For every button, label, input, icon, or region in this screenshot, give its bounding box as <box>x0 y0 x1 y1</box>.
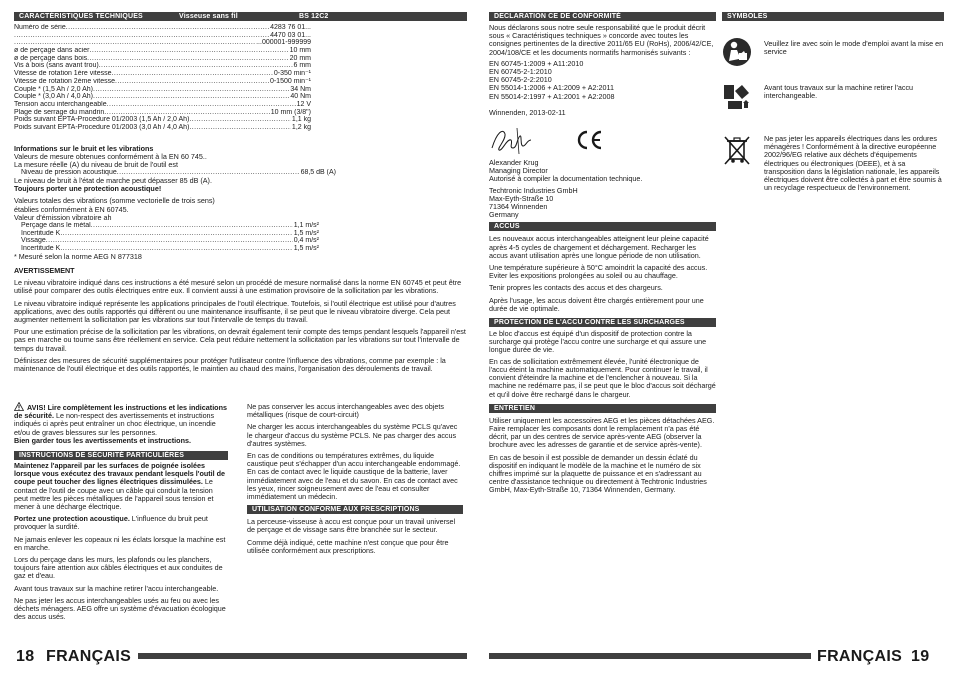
row-value: 1,2 kg <box>291 123 311 131</box>
footer-bar-right <box>489 653 811 659</box>
row-value: 4470 03 01... <box>270 31 311 39</box>
row-leader <box>46 237 293 245</box>
right-page-column-1 <box>489 12 716 495</box>
noise-row-value: 68,5 dB (A) <box>300 169 336 177</box>
table-row <box>14 230 319 238</box>
mid-paragraphs <box>247 403 463 501</box>
left-subcolumn <box>14 402 228 621</box>
row-value: 1,5 m/s² <box>293 229 319 237</box>
safety-text: Le contact de l'outil de coupe avec un câble qui conduit la tension peut mettre les pièces métalliques de l'appareil sous tension et mener à une décharge électrique. <box>14 477 214 512</box>
declaration-text: Nous déclarons sous notre seule responsabilité que le produit décrit sous « Caractéristiques techniques » concorde avec toutes les consignes pertinentes de la directive 2011/65 EU (RoHs), 2006/42/CE, 2004/108/CE et les documents normatifs harmonisés suivants : <box>489 23 714 57</box>
accus-paragraph: Les nouveaux accus interchangeables atteignent leur pleine capacité après 4-5 cycles de chargement et déchargement. Recharger les accus avant utilisation après une longue période de non utilisation. <box>489 234 709 260</box>
left-page-content <box>14 12 467 622</box>
safety-paragraphs <box>14 536 228 622</box>
avis-text: Le non-respect des avertissements et instructions indiqués ci après peut entraîner un choc électrique, un incendie et/ou de graves blessures sur les personnes. <box>14 411 216 437</box>
row-label: Vissage <box>21 237 46 245</box>
signature-icon <box>489 124 535 156</box>
avis-keep: Bien garder tous les avertissements et instructions. <box>14 435 191 445</box>
remove-battery-icon <box>722 81 752 111</box>
accus-paragraph: Une température supérieure à 50°C amoindrit la capacité des accus. Eviter les expositions prolongées au soleil ou au chauffage. <box>489 263 708 281</box>
row-label: Vis à bois (sans avant trou) <box>14 62 99 70</box>
row-leader <box>115 78 269 86</box>
vibration-table <box>14 222 319 253</box>
avis-block <box>14 402 228 437</box>
ear-text: L'influence du bruit peut provoquer la surdité. <box>14 514 208 532</box>
row-leader <box>99 62 293 70</box>
ce-mark-icon <box>575 129 603 151</box>
usage-header: UTILISATION CONFORME AUX PRESCRIPTIONS <box>247 505 463 514</box>
accus-paragraphs <box>489 235 716 313</box>
left-page-footer <box>14 648 467 666</box>
noise-intro-2: La mesure réelle (A) du niveau de bruit de l'outil est <box>14 160 178 170</box>
symbol-row-weee <box>722 135 944 192</box>
row-label: Numéro de série <box>14 24 66 31</box>
table-row <box>14 47 311 55</box>
row-value: 4283 76 01... <box>270 24 311 31</box>
table-row <box>14 124 311 132</box>
usage-paragraph: Comme déjà indiqué, cette machine n'est conçue que pour être utilisée conformément aux prescriptions. <box>247 537 449 555</box>
right-page-footer <box>489 648 944 666</box>
row-leader <box>87 55 288 63</box>
row-value: 0-350 min⁻¹ <box>273 70 311 78</box>
declaration-role: Managing Director <box>489 166 548 176</box>
warning-triangle-icon <box>14 402 24 411</box>
safety-paragraph: Ne jamais enlever les copeaux ni les éclats lorsque la machine est en marche. <box>14 534 226 552</box>
maintenance-paragraphs <box>489 417 716 495</box>
footer-bar-left <box>138 653 467 659</box>
vibration-intro: Valeurs totales des vibrations (somme vectorielle de trois sens) établies conformément à EN 60745. <box>14 196 215 214</box>
row-leader <box>189 124 291 132</box>
vibration-label: Valeur d'émission vibratoire ah <box>14 212 112 222</box>
row-leader <box>90 47 289 55</box>
usage-paragraph: La perceuse-visseuse à accu est conçue pour un travail universel de perçage et de vissage sans être branchée sur le secteur. <box>247 517 456 535</box>
norm-line: EN 60745-2-2:2010 <box>489 75 552 85</box>
warning-paragraph: Le niveau vibratoire indiqué dans ces instructions a été mesuré selon un procédé de mesure normalisé dans la norme EN 60745 et peut être utilisé pour comparer des outils électriques entre eux. Il convient aussi à une estimation provisoire de la sollicitation par les vibrations. <box>14 278 462 296</box>
avis-bold: AVIS! Lire complètement les instructions et les indications de sécurité. <box>14 403 227 421</box>
row-label: ø de perçage dans acier <box>14 47 90 55</box>
page-language-right: FRANÇAIS <box>817 648 903 665</box>
tech-specs-table <box>14 24 467 132</box>
address-line: Techtronic Industries GmbH <box>489 185 578 195</box>
row-value: 40 Nm <box>290 93 311 101</box>
safety-paragraph: Ne pas jeter les accus interchangeables usés au feu ou avec les déchets ménagers. AEG offre un système d'évacuation écologique des accus usés. <box>14 595 226 622</box>
right-subcolumn <box>247 399 463 555</box>
safety-paragraph: Lors du perçage dans les murs, les plafonds ou les planchers, toujours faire attention aux câbles électriques et aux conduites de gaz et d'eau. <box>14 555 223 581</box>
table-row <box>14 78 311 86</box>
safety-header: INSTRUCTIONS DE SÉCURITÉ PARTICULIÈRES <box>14 451 228 460</box>
row-leader <box>14 32 269 40</box>
row-leader <box>107 101 296 109</box>
signature-row <box>489 121 716 159</box>
row-label: Poids suivant EPTA-Procedure 01/2003 (3,0 Ah / 4,0 Ah) <box>14 123 190 131</box>
ear-bold: Portez une protection acoustique. <box>14 514 130 524</box>
noise-note: Le niveau de bruit à l'état de marche peut dépasser 85 dB (A). <box>14 175 212 185</box>
maintenance-paragraph: Utiliser uniquement les accessoires AEG et les pièces détachées AEG. Faire remplacer les composants dont le remplacement n'a pas été décrit, par un des centres de service après-vente AEG (observer la brochure avec les adresses de garantie et de service après-vente). <box>489 415 715 450</box>
row-value: 20 mm <box>289 54 311 62</box>
row-label: Vitesse de rotation 1ère vitesse <box>14 70 112 78</box>
table-row <box>14 39 311 47</box>
page-language-left: FRANÇAIS <box>46 648 132 665</box>
row-leader <box>14 39 255 47</box>
row-leader <box>104 109 270 117</box>
storage-paragraph: En cas de conditions ou températures extrêmes, du liquide caustique peut s'échapper d'un accu interchangeable endommagé. En cas de contact avec le liquide caustique de la batterie, laver immédiatement avec de l'eau et du savon. En cas de contact avec les yeux, rincer soigneusement avec de l'eau et consulter immédiatement un médecin. <box>247 451 461 502</box>
symbol-text-read-manual: Veuillez lire avec soin le mode d'emploi avant la mise en service <box>764 39 944 57</box>
row-leader <box>93 86 289 94</box>
row-leader <box>93 93 289 101</box>
tech-specs-product: Visseuse sans fil <box>179 13 238 20</box>
symbol-text-remove-battery: Avant tous travaux sur la machine retirer l'accu interchangeable. <box>764 83 914 101</box>
noise-title: Informations sur le bruit et les vibrations <box>14 143 154 153</box>
maintenance-paragraph: En cas de besoin il est possible de demander un dessin éclaté du dispositif en indiquant le modèle de la machine et le numéro de six chiffres imprimé sur la plaquette de puissance et en s'adressant au centre d'assistance technique ou directement à Techtronic Industries GmbH, Max-Eyth-Straße 10, 71364 Winnenden, Germany. <box>489 452 707 495</box>
row-value: 10 mm (3/8") <box>270 108 311 116</box>
storage-paragraph: Ne pas conserver les accus interchangeables avec des objets métalliques (risque de court-circuit) <box>247 402 444 420</box>
declaration-authorized: Autorisé à compiler la documentation technique. <box>489 174 643 184</box>
declaration-norms <box>489 60 716 101</box>
row-leader <box>112 70 273 78</box>
ear-protection <box>14 515 228 531</box>
norm-line: EN 60745-1:2009 + A11:2010 <box>489 58 584 68</box>
symbol-row-remove-battery <box>722 81 944 121</box>
address-line: Max-Eyth-Straße 10 <box>489 193 554 203</box>
tech-specs-model: BS 12C2 <box>299 13 329 20</box>
norm-line: EN 60745-2-1:2010 <box>489 67 552 77</box>
right-page-column-2 <box>722 12 944 192</box>
page-number-right: 19 <box>911 648 930 665</box>
safety-bold: Maintenez l'appareil par les surfaces de poignée isolées lorsque vous exécutez des travaux pendant lesquels l'outil de coupe peut toucher des lignes électriques dissimulées. <box>14 461 226 487</box>
row-leader <box>91 222 293 230</box>
address-line: Germany <box>489 210 519 220</box>
row-label: Plage de serrage du mandrin <box>14 108 105 116</box>
safety-paragraph: Avant tous travaux sur la machine retirer l'accu interchangeable. <box>14 583 219 593</box>
read-manual-icon <box>722 37 752 67</box>
row-label: Tension accu interchangeable <box>14 100 107 108</box>
row-value: 1,5 m/s² <box>293 245 319 252</box>
row-label: Poids suivant EPTA-Procedure 01/2003 (1,5 Ah / 2,0 Ah) <box>14 116 190 124</box>
row-value: 34 Nm <box>290 85 311 93</box>
row-label: Couple * (1,5 Ah / 2,0 Ah) <box>14 85 93 93</box>
overload-protection-header: PROTECTION DE L'ACCU CONTRE LES SURCHARGES <box>489 318 716 327</box>
row-label: Incertitude K <box>21 245 61 252</box>
table-row <box>14 32 311 40</box>
protection-paragraph: Le bloc d'accus est équipé d'un dispositif de protection contre la surcharge qui protège l'accu contre une surcharge et qui assure une longue durée de vie. <box>489 329 707 355</box>
noise-protect: Toujours porter une protection acoustique! <box>14 184 162 194</box>
row-value: ...000001-999999 <box>256 39 311 47</box>
row-leader <box>189 116 291 124</box>
safety-intro <box>14 462 228 511</box>
warning-paragraphs <box>14 279 467 373</box>
row-value: 1,1 kg <box>291 116 311 124</box>
row-label: Couple * (3,0 Ah / 4,0 Ah) <box>14 93 93 101</box>
table-row <box>14 93 311 101</box>
declaration-header: DECLARATION CE DE CONFORMITÉ <box>489 12 716 21</box>
warning-paragraph: Définissez des mesures de sécurité supplémentaires pour protéger l'utilisateur contre l'influence des vibrations, comme par exemple : la maintenance de l'outil électrique et des outils rapportés, le maintien au chaud des mains, l'organisation des déroulements de travail. <box>14 355 446 373</box>
accus-paragraph: Tenir propres les contacts des accus et des chargeurs. <box>489 283 663 293</box>
row-value: 12 V <box>296 100 311 108</box>
weee-bin-icon <box>722 135 752 165</box>
warning-paragraph: Pour une estimation précise de la sollicitation par les vibrations, on devrait également tenir compte des temps pendant lesquels l'appareil n'est pas en marche ou tourne sans être réellement en service. Cela peut réduire nettement la sollicitation par les vibrations sur tout l'intervalle de temps du travail. <box>14 327 466 353</box>
row-label: Incertitude K <box>21 229 61 237</box>
table-row <box>14 109 311 117</box>
row-value: 0-1500 min⁻¹ <box>269 77 311 85</box>
storage-paragraph: Ne charger les accus interchangeables du système PCLS qu'avec le chargeur d'accus du système PCLS. Ne pas charger des accus d'autres systèmes. <box>247 422 458 448</box>
symbol-row-read-manual <box>722 37 944 77</box>
norm-line: EN 55014-2:1997 + A1:2001 + A2:2008 <box>489 91 615 101</box>
overload-protection-paragraphs <box>489 330 716 399</box>
noise-intro-1: Valeurs de mesure obtenues conformément à la EN 60 745.. <box>14 151 207 161</box>
symbol-text-weee: Ne pas jeter les appareils électriques dans les ordures ménagères ! Conformément à la directive européenne 2002/96/EG relative aux déchets d'équipements électriques ou électroniques (DEEE), et à sa transposition dans la législation nationale, les appareils électriques doivent être collectés à part et être soumis à un recyclage respectueux de l'environnement. <box>764 134 942 193</box>
row-value: 10 mm <box>289 47 311 55</box>
page-number-left: 18 <box>16 648 35 665</box>
row-value: 1,1 m/s² <box>293 221 319 229</box>
table-row <box>14 24 311 32</box>
table-row <box>14 237 319 245</box>
warning-paragraph: Le niveau vibratoire indiqué représente les applications principales de l'outil électrique. Toutefois, si l'outil électrique est utilisé pour d'autres applications, avec des outils rapportés qui diffèrent ou une maintenance insuffisante, il se peut que le niveau vibratoire diverge. Cela peut augmenter nettement la sollicitation par les vibrations sur tout l'intervalle de temps du travail. <box>14 298 456 324</box>
table-row <box>14 62 311 70</box>
symbols-header: SYMBOLES <box>722 12 944 21</box>
row-leader <box>66 24 269 32</box>
vibration-footnote: * Mesuré selon la norme AEG N 877318 <box>14 251 142 261</box>
row-label: Vitesse de rotation 2ème vitesse <box>14 77 116 85</box>
row-label: Perçage dans le métal <box>21 221 91 229</box>
table-row <box>14 55 311 63</box>
noise-row-label: Niveau de pression acoustique <box>21 169 117 177</box>
accus-paragraph: Après l'usage, les accus doivent être chargés entièrement pour une durée de vie optimale. <box>489 295 704 313</box>
row-leader <box>60 230 292 238</box>
table-row <box>14 86 311 94</box>
address-line: 71364 Winnenden <box>489 202 548 212</box>
declaration-place-date: Winnenden, 2013-02-11 <box>489 107 566 117</box>
maintenance-header: ENTRETIEN <box>489 404 716 413</box>
table-row <box>14 116 311 124</box>
table-row <box>14 70 311 78</box>
tech-specs-title: CARACTÉRISTIQUES TECHNIQUES <box>19 13 143 20</box>
table-row <box>14 101 311 109</box>
row-label: ø de perçage dans bois <box>14 54 88 62</box>
row-value: 6 mm <box>293 62 311 70</box>
row-value: 0,4 m/s² <box>293 237 319 245</box>
protection-paragraph: En cas de sollicitation extrêmement élevée, l'unité électronique de l'accu éteint la machine automatiquement. Pour continuer le travail, il convient d'éteindre la machine et de l'enclencher à nouveau. Si la machine ne redémarre pas, il se peut que le bloc d'accus soit déchargé et qu'il doive être rechargé dans le chargeur. <box>489 356 716 399</box>
accus-header: ACCUS <box>489 222 716 231</box>
tech-specs-header <box>14 12 467 21</box>
declaration-address <box>489 187 716 220</box>
usage-paragraphs <box>247 518 463 555</box>
warning-title: AVERTISSEMENT <box>14 265 75 275</box>
table-row <box>14 222 319 230</box>
declaration-name: Alexander Krug <box>489 158 539 168</box>
norm-line: EN 55014-1:2006 + A1:2009 + A2:2011 <box>489 83 614 93</box>
